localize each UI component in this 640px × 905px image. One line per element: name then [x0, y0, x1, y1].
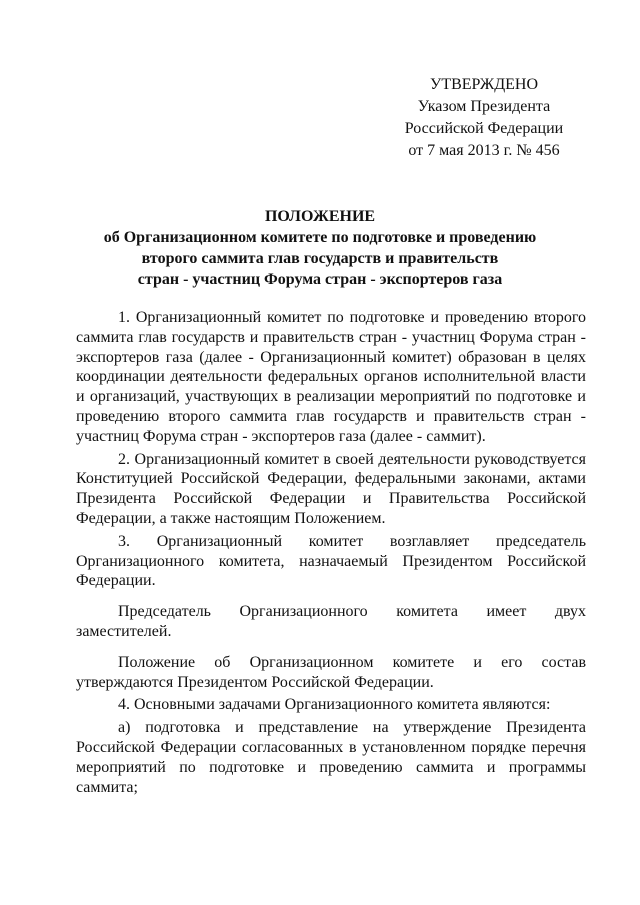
approval-stamp — [384, 74, 584, 162]
paragraph-3: 3. Организационный комитет возглавляет председатель Организационного комитета, назначаемый Президентом Российской Федерации. — [76, 532, 586, 590]
paragraph-7: а) подготовка и представление на утверждение Президента Российской Федерации согласованных в установленном порядке перечня мероприятий по подготовке и проведению саммита и программы саммита; — [76, 719, 586, 796]
title-heading: ПОЛОЖЕНИЕ — [264, 208, 376, 225]
approval-line-approved: УТВЕРЖДЕНО — [429, 76, 538, 93]
paragraph-6: 4. Основными задачами Организационного комитета являются: — [118, 696, 551, 714]
paragraph-1: 1. Организационный комитет по подготовке и проведению второго саммита глав государств и правительств стран - участниц Форума стран - экспортеров газа (далее - Организационный комитет) образован в целях координации деятельности федеральных органов исполнительной власти и организаций, участвующих в реализации мероприятий по подготовке и проведению второго саммита глав государств и правительств стран - участниц Форума стран - экспортеров газа (далее - саммит). — [76, 309, 586, 445]
approval-line-country: Российской Федерации — [404, 120, 564, 137]
title-line-3: стран - участниц Форума стран - экспортеров газа — [137, 271, 503, 288]
approval-line-decree: Указом Президента — [417, 98, 551, 115]
paragraph-2: 2. Организационный комитет в своей деятельности руководствуется Конституцией Российской Федерации, федеральными законами, актами Президента Российской Федерации и Правительства Российской Федерации, а также настоящим Положением. — [76, 450, 586, 527]
title-line-2: второго саммита глав государств и правительств — [141, 250, 499, 267]
paragraph-5: Положение об Организационном комитете и его состав утверждаются Президентом Российской Федерации. — [76, 653, 586, 691]
document-title — [60, 206, 580, 290]
document-body — [76, 308, 586, 797]
title-line-1: об Организационном комитете по подготовке и проведению — [103, 229, 537, 246]
approval-line-date: от 7 мая 2013 г. № 456 — [408, 142, 560, 159]
paragraph-4: Председатель Организационного комитета имеет двух заместителей. — [76, 603, 586, 640]
